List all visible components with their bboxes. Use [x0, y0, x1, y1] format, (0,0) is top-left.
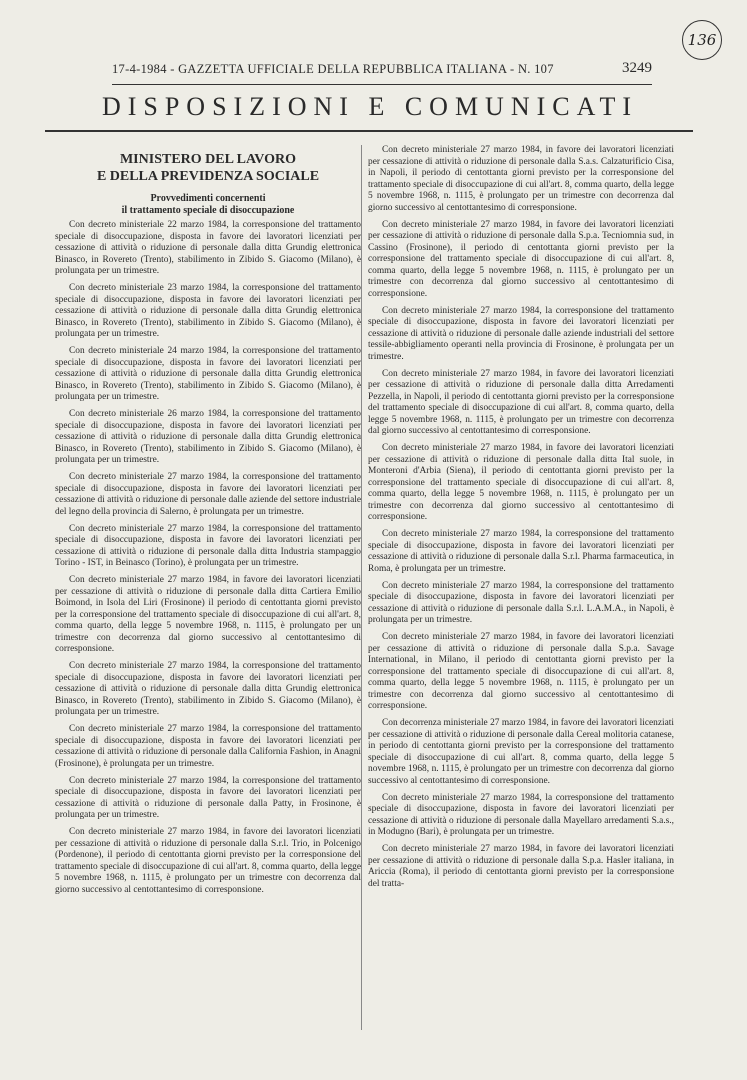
decree-paragraph: Con decreto ministeriale 24 marzo 1984, la corresponsione del trattamento speciale di disoccupazione, disposta in favore dei lavoratori licenziati per cessazione di attività o riduzione di personale dalla ditta Grundig elettronica Binasco, in Rovereto (Trento), stabilimento in Zibido S. Giacomo (Milano), è prolungata per un trimestre.: [55, 346, 361, 402]
decree-paragraph: Con decreto ministeriale 27 marzo 1984, la corresponsione del trattamento speciale di disoccupazione, disposta in favore dei lavoratori licenziati per cessazione di attività o riduzione di personale dalle aziende industriali del settore tessile-abbigliamento operanti nella provincia di Frosinone, è prolungata per un trimestre.: [368, 305, 674, 362]
header-line: 17-4-1984 - GAZZETTA UFFICIALE DELLA REPUBBLICA ITALIANA - N. 107: [112, 62, 554, 76]
archive-stamp: 136: [682, 20, 722, 60]
decree-paragraph: Con decreto ministeriale 27 marzo 1984, la corresponsione del trattamento speciale di disoccupazione, disposta in favore dei lavoratori licenziati per cessazione di attività o riduzione di personale dalle aziende del settore industriale del legno della provincia di Salerno, è prolungata per un trimestre.: [55, 472, 361, 517]
decree-paragraph: Con decreto ministeriale 23 marzo 1984, la corresponsione del trattamento speciale di disoccupazione, disposta in favore dei lavoratori licenziati per cessazione di attività o riduzione di personale dalla ditta Grundig elettronica Binasco, in Rovereto (Trento), stabilimento in Zibido S. Giacomo (Milano), è prolungata per un trimestre.: [55, 283, 361, 339]
ministry-line-1: MINISTERO DEL LAVORO: [119, 152, 297, 167]
decree-paragraph: Con decreto ministeriale 27 marzo 1984, in favore dei lavoratori licenziati per cessazione di attività o riduzione di personale dalla ditta Arredamenti Pezzella, in Napoli, il periodo di centottanta giorni previsto per la corresponsione del trattamento speciale di disoccupazione di cui all'art. 8, comma quarto, della legge 5 novembre 1968, n. 1115, è prolungato per un trimestre con decorrenza dal giorno successivo al centottantesimo di corresponsione.: [368, 368, 674, 436]
decree-paragraph: Con decreto ministeriale 27 marzo 1984, in favore dei lavoratori licenziati per cessazione di attività o riduzione di personale dalla S.p.a. Savage International, in Milano, il periodo di centottanta giorni previsto per la corresponsione del trattamento speciale di disoccupazione di cui all'art. 8, comma quarto, della legge 5 novembre 1968, n. 1115, è prolungato per un trimestre con decorrenza dal giorno successivo al centottantesimo di corresponsione.: [368, 632, 674, 711]
decree-paragraph: Con decreto ministeriale 22 marzo 1984, la corresponsione del trattamento speciale di disoccupazione, disposta in favore dei lavoratori licenziati per cessazione di attività o riduzione di personale dalla ditta Grundig elettronica Binasco, in Rovereto (Trento), stabilimento in Zibido S. Giacomo (Milano), è prolungata per un trimestre.: [55, 220, 361, 276]
decree-paragraph: Con decreto ministeriale 27 marzo 1984, in favore dei lavoratori licenziati per cessazione di attività o riduzione di personale dalla S.p.a. Hasler italiana, in Ariccia (Roma), il periodo di centottanta giorni previsto per la corresponsione del tratta-: [368, 844, 674, 889]
column-divider: [361, 145, 362, 1030]
ministry-heading: [55, 151, 361, 185]
decree-paragraph: Con decreto ministeriale 27 marzo 1984, in favore dei lavoratori licenziati per cessazione di attività o riduzione di personale dalla S.r.l. Trio, in Polcenigo (Pordenone), il periodo di centottanta giorni previsto per la corresponsione del trattamento speciale di disoccupazione di cui all'art. 8, comma quarto, della legge 5 novembre 1968, n. 1115, è prolungato per un trimestre con decorrenza dal giorno successivo al centottantesimo di corresponsione.: [55, 827, 361, 895]
decree-paragraph: Con decreto ministeriale 27 marzo 1984, la corresponsione del trattamento speciale di disoccupazione, disposta in favore dei lavoratori licenziati per cessazione di attività o riduzione di personale dalla Mayellaro arredamenti S.a.s., in Modugno (Bari), è prolungata per un trimestre.: [368, 792, 674, 837]
decree-paragraph: Con decreto ministeriale 27 marzo 1984, la corresponsione del trattamento speciale di disoccupazione, disposta in favore dei lavoratori licenziati per cessazione di attività o riduzione di personale dalla ditta Grundig elettronica Binasco, in Rovereto (Trento), stabilimento in Zibido S. Giacomo (Milano), è prolungata per un trimestre.: [55, 661, 361, 717]
decree-paragraph: Con decreto ministeriale 26 marzo 1984, la corresponsione del trattamento speciale di disoccupazione, disposta in favore dei lavoratori licenziati per cessazione di attività o riduzione di personale dalla ditta Grundig elettronica Binasco, in Rovereto (Trento), stabilimento in Zibido S. Giacomo (Milano), è prolungata per un trimestre.: [55, 409, 361, 465]
running-header: [112, 62, 652, 85]
decree-paragraph: Con decreto ministeriale 27 marzo 1984, la corresponsione del trattamento speciale di disoccupazione, disposta in favore dei lavoratori licenziati per cessazione di attività o riduzione di personale dalla S.r.l. Pharma farmaceutica, in Roma, è prolungata per un trimestre.: [368, 529, 674, 574]
decree-paragraph: Con decreto ministeriale 27 marzo 1984, la corresponsione del trattamento speciale di disoccupazione, disposta in favore dei lavoratori licenziati per cessazione di attività o riduzione di personale dalla ditta Industria stampaggio Torino - IST, in Beinasco (Torino), è prolungata per un trimestre.: [55, 523, 361, 568]
page-number: 3249: [622, 60, 652, 76]
decree-paragraph: Con decreto ministeriale 27 marzo 1984, in favore dei lavoratori licenziati per cessazione di attività o riduzione di personale dalla S.a.s. Calzaturificio Cisa, in Napoli, il periodo di centottanta giorni previsto per la corresponsione del trattamento speciale di disoccupazione di cui all'art. 8, comma quarto, della legge 5 novembre 1968, n. 1115, è prolungato per un trimestre con decorrenza dal giorno successivo al centottantesimo di corresponsione.: [368, 145, 674, 213]
subheading-line-1: Provvedimenti concernenti: [150, 193, 266, 204]
section-title: DISPOSIZIONI E COMUNICATI: [101, 92, 639, 121]
decree-paragraph: Con decreto ministeriale 27 marzo 1984, la corresponsione del trattamento speciale di disoccupazione, disposta in favore dei lavoratori licenziati per cessazione di attività o riduzione di personale dalla California Fashion, in Anagni (Frosinone), è prolungata per un trimestre.: [55, 724, 361, 769]
subheading-line-2: il trattamento speciale di disoccupazione: [121, 204, 295, 216]
title-rule: [45, 130, 693, 132]
decree-paragraph: Con decreto ministeriale 27 marzo 1984, in favore dei lavoratori licenziati per cessazione di attività o riduzione di personale dalla S.p.a. Tecniomnia sud, in Cassino (Frosinone), il periodo di centottanta giorni previsto per la corresponsione del trattamento speciale di disoccupazione di cui all'art. 8, comma quarto, della legge 5 novembre 1968, n. 1115, è prolungato per un trimestre con decorrenza dal giorno successivo al centottantesimo di corresponsione.: [368, 219, 674, 299]
right-column: [368, 145, 674, 896]
decree-paragraph: Con decorrenza ministeriale 27 marzo 1984, in favore dei lavoratori licenziati per cessazione di attività o riduzione di personale dalla Cereal molitoria catanese, in periodo di centottanta giorni previsto per la corresponsione del trattamento speciale di disoccupazione di cui all'art. 8, comma quarto, della legge 5 novembre 1968, n. 1115, è prolungato per un trimestre con decorrenza dal giorno successivo al centottantesimo di corresponsione.: [368, 718, 674, 786]
decree-paragraph: Con decreto ministeriale 27 marzo 1984, in favore dei lavoratori licenziati per cessazione di attività o riduzione di personale dalla ditta Ital suole, in Monteroni d'Arbia (Siena), il periodo di centottanta giorni previsto per la corresponsione del trattamento speciale di disoccupazione di cui all'art. 8, comma quarto, della legge 5 novembre 1968, n. 1115, è prolungato per un trimestre con decorrenza dal giorno successivo al centottantesimo di corresponsione.: [368, 443, 674, 522]
ministry-line-2: E DELLA PREVIDENZA SOCIALE: [96, 169, 320, 184]
decree-paragraph: Con decreto ministeriale 27 marzo 1984, la corresponsione del trattamento speciale di disoccupazione, disposta in favore dei lavoratori licenziati per cessazione di attività o riduzione di personale dalla S.r.l. L.A.M.A., in Napoli, è prolungata per un trimestre.: [368, 580, 674, 625]
decree-paragraph: Con decreto ministeriale 27 marzo 1984, in favore dei lavoratori licenziati per cessazione di attività o riduzione di personale dalla ditta Cartiera Emilio Boimond, in Isola del Liri (Frosinone) il periodo di centottanta giorni previsto per la corresponsione del trattamento speciale di disoccupazione di cui all'art. 8, comma quarto, della legge 5 novembre 1968, n. 1115, è prolungato per un trimestre con decorrenza dal giorno successivo al centottantesimo di corresponsione.: [55, 575, 361, 654]
decree-paragraph: Con decreto ministeriale 27 marzo 1984, la corresponsione del trattamento speciale di disoccupazione, disposta in favore dei lavoratori licenziati per cessazione di attività o riduzione di personale dalla Patty, in Frosinone, è prolungata per un trimestre.: [55, 775, 361, 820]
left-column: [55, 145, 361, 902]
